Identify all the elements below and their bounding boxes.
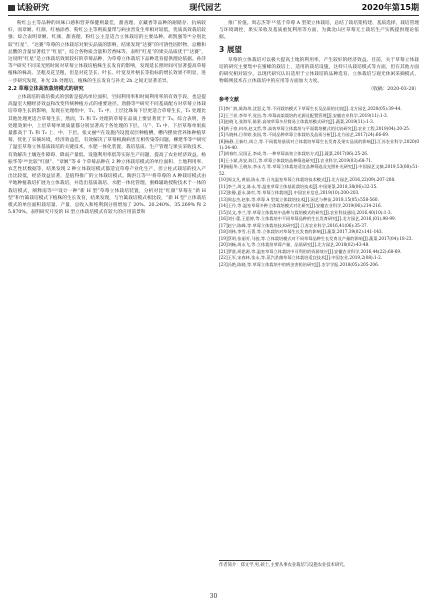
reference-item: [7]胡春红,吴国正,李成,等.一种草莓高效立体栽培方式[J].蔬菜,2017(06):25-26. bbox=[219, 151, 369, 157]
reference-item: [11]李兰,周文,陈永,等.温室草莓立体基质栽培技术[J].中国果菜,2018,38(06):32-35. bbox=[219, 183, 378, 189]
section-marker-icon bbox=[8, 5, 15, 11]
reference-item: [22]王军,宋春林,张永,等.蒸汽杀菌草莓立体栽培适宜技术[J].中国农业,2019,2(08):1-2. bbox=[219, 255, 383, 261]
reference-item: [21]罗贤,胡思源,等.温室草莓立体栽培中可利用的资源效应[J].安徽农业科学,2016,44(22):68-69. bbox=[219, 248, 402, 254]
left-column bbox=[8, 20, 206, 217]
reference-item: [17]赵宁,陈峰,等.草莓立体栽培技术研究[J].江苏农业科学,2016,41(06):35-37. bbox=[219, 222, 368, 228]
reference-item: [23]冯艳,陈晓,等.草莓立体栽培中的病虫害防治研究[J].农学学报,2018(05):205-206. bbox=[219, 261, 380, 267]
reference-item: [18]刘林,李雪,石菁,等.立体栽培对草莓生长发育的影响[J].蔬菜,2017,39(02):141-143. bbox=[219, 229, 383, 235]
reference-item: [12]张静,夏永,陈红,等.草莓立体栽培[J].中国农业信息,2019(10):200-203. bbox=[219, 190, 360, 196]
reference-item: [6]杨静,王新红,周立,等.不同栽培基质对立体栽培草莓生长发育及果实品质的影响[J].江苏农业科学,2020(01):34-40. bbox=[219, 138, 419, 150]
header-journal-name: 现代园艺 bbox=[189, 3, 222, 12]
reference-item: [5]马晓林,日翠婷,张国,等.不同品种草莓立体栽培及品质分析[J].北方园艺,2017(24):66-69. bbox=[219, 132, 390, 138]
section-heading-outlook: 3 展望 bbox=[219, 44, 242, 54]
outlook-paragraph: 草莓的立体栽培可以极大提高土地的利用率，产生较好的经济效益。目前，关于草莓立体栽培的研究主要集中在蜜蜂的栽培上，适用的栽培设施，这样只从栽培模式等方面，但在其他方面的研究相对较少。以现代研究认识适用于立体栽培的品种选育、立体栽培与观光休闲采摘模式、物联网技术在立体栽培中的应用等方面加大力度。 bbox=[219, 57, 419, 85]
reference-item: [20]刘畅,周永飞,等.立体栽培草莓产量、品质研究[J].北方园艺,2018(02):43-48. bbox=[219, 242, 370, 248]
author-footnote: 作者简介：郑文学,男,硕士,主要从事农业栽培与设施农业技术研究。 bbox=[219, 563, 348, 568]
left-paragraph-2: 立体栽培的栽培模式的创新是提高单位面积、空间利用率和时间利用率的有效手段，也是提高温室大棚经济效益和改变传统种植方式的重要途径。唐静等⁽⁶⁾研究不同基质配方对草莓立体栽培草莓生长的影响，发现在处理组中，T₁、T₂ 中、上层比珠每下层更适合草莓生长，T₃ 处理比其他处理更适合草莓生长，然而，T₁ 和 T₂ 处理的草莓在品质上要显著优于 T₃。综合表明，各处理效果中，上层草莓单果质量都分别显著高于各处理的下层。马⁽⁷⁾、T₃ 中、下层草莓单果质量都高于 T₁ 和 T₂ 上、中、下层。张文丽⁽⁸⁾在设施内设置双层种植槽，槽内摆放营养钵种植草莓，优化了采摘环境，经济效益佳，有效解决了草莓根腐病害互相传染等问题。柳建华等⁽⁹⁾研究了温室草莓立体基质栽培的关键技术，水肥一体化装置、栽培基质、生产管理与果实采收技术，有效解决土壤连作障碍、降雨产量低、设施利用率低等实际生产问题，提高了农业经济效益。杨振华等⁽¹⁰⁾比较“红颜”、“章姬”等 6 个草莓品种在 2 种立体栽培模式的单位面积、土地利用率、农艺性状数据等，结果发现 2 种立体栽培模式都适宜草莓产业化生产，但立柱式栽培的投入产出比较低，经济效益显著，是值得推广的立体栽培模式。陶洪江等⁽¹¹⁾将草莓的 A 种栽培模式由平地种植栽培扩展为立体栽培，并选出基质栽培、水肥一体化管理、蜜蜂辅助授粉技术于一体的栽培模式，阐释南等⁽¹²⁾设计一种“新 H 型”草莓立体栽培装置，分析对比“红颜”草莓在“新 H 型”和竹篱栽培模式下植株的生长发育，结果发现，与竹篱栽培模式相比较，“新 H 型”立体栽培模式的单位面积栽培量、产量、总收入和纯利润分别增加了 20%、20.240%、35.269% 和 25.870%。表明研究开发的 H 型立体栽培模式有较大的应用前景和 bbox=[8, 95, 206, 216]
right-intro-paragraph: 推广价值。周志杰等⁽¹³⁾基于草莓 A 型架立体栽培，总结了栽培架构建、基质选择、栽培管理与环境调控，果实采收及基质重复利用等方面，为冀北山区草莓无土栽培生产实践提供理论依据。 bbox=[219, 21, 419, 41]
reference-item: [8]王小斌,苏安,陈江,等.草莓立体栽培品种筛选研究[J].农业科学,2019(03):68-71. bbox=[219, 157, 373, 163]
header-section-label: 试验研究 bbox=[17, 3, 49, 12]
footnote-divider bbox=[219, 560, 271, 561]
reference-item: [1]李广波,陈海琼,沈恩文,等.不同栽培模式下草莓生长及品质的比较[J].北方园艺,2020(05):39-44. bbox=[219, 106, 402, 112]
reference-list bbox=[219, 106, 419, 268]
reference-item: [13]周志杰,赵家,等.草莓 A 型架立体栽培技术[J].园艺与种苗,2018,15(05):558-560. bbox=[219, 196, 379, 202]
header-section bbox=[8, 2, 49, 13]
reference-item: [19]蔡明,张丽芳,马骏,等.立体栽培模式对不同草莓品种生长发育及产量的影响[J].蔬菜,2017(04):18-23. bbox=[219, 235, 413, 241]
page-header bbox=[8, 0, 419, 15]
reference-item: [16]刘小蕾,王思婷,等.立体栽培中不同草莓品种的生长发育研究[J].北方园艺,2016,(01):98-99. bbox=[219, 216, 397, 222]
right-column bbox=[219, 20, 419, 268]
page-number: 30 bbox=[209, 593, 218, 600]
reference-item: [14]王丹,等.温室草莓多种立体栽培模式对比研究[J].安徽农业科学,2019(06):214-216. bbox=[219, 203, 382, 209]
reference-item: [10]周文凡,黄丽,陈永,等.日光温室草莓立体栽培技术模式[J].北方园艺,2016,22(09):207-208. bbox=[219, 177, 396, 183]
reference-item: [9]杨振华,王晓东,李永力,等.草莓立体栽培适宜品种筛选及光照补光研究[J].中国园艺文摘,2019,53(08):51-52. bbox=[219, 164, 419, 176]
reference-item: [3]赵晓飞,张海军,陈景.高效草莓多层简易立体栽培模式研究[J].蔬菜,2019(11):1-3. bbox=[219, 119, 375, 125]
subsection-heading: 2.2 草莓立体高效栽培模式的研究 bbox=[8, 85, 84, 92]
reference-item: [15]吴文,李兰,等.草莓立体栽培中品种与栽培模式的研究[J].农业科技通讯,2016,40(10):1-3. bbox=[219, 209, 392, 215]
header-issue: 2020年第15期 bbox=[361, 3, 419, 12]
header-divider bbox=[8, 15, 419, 16]
reference-item: [2]王兰祥,李翠平,党昌,等.草莓高架栽培的光源及配置管理[J].安徽农业科学,2019(11):1-3. bbox=[219, 112, 389, 118]
left-paragraph-1: 粉红公主等品种的风味口感和营养保健则最佳，甜查理、京藏香等品种的耐储存、抗病较好，而章姬、红颜、红袖添香、粉红公主等则质量带与病虫害发生率相对较低，优质高效栽培较强；综合表明章姬、红颜、甜查理、粉红公主是适合立体栽培的主要品种。胡凯强等⁽⁴⁾分别比较“红星”、“达赛”草莓的立体栽培对果实品质的影响，结果发现“达赛”的可溶性固形物、总糖和总酸的含量显著低于“红星”，综合各物质含量和芳香味等，表明“红星”的果实品质优于“达赛”，这说明“红星”是立体栽培效果较好的草莓品种，为草莓立体栽培下品种选育提供理论依据。孙萍等⁽⁵⁾研究不同采光照时间对草莓立体栽培植株生长发育的影响，发现延长照时间可显著提高草莓植株的株高、茎粗及花茎粗，但是对花茎长、叶长、叶宽及叶柄长等指标的增长效果不明显，进一步研究发现，补光 2h 处理后，植株的生长发育与补光 2h 之间无显著差异。 bbox=[8, 21, 206, 84]
references-heading bbox=[219, 97, 419, 104]
reference-item: [4]黄子豪,何奇,赵文哲,等.高效草莓立体栽培与平面栽培模式的比较研究[J].农业工程,2019(04):20-25. bbox=[219, 125, 411, 131]
references-title: 参考文献 bbox=[219, 97, 240, 104]
received-date: （收稿：2020-03-28） bbox=[368, 86, 419, 92]
